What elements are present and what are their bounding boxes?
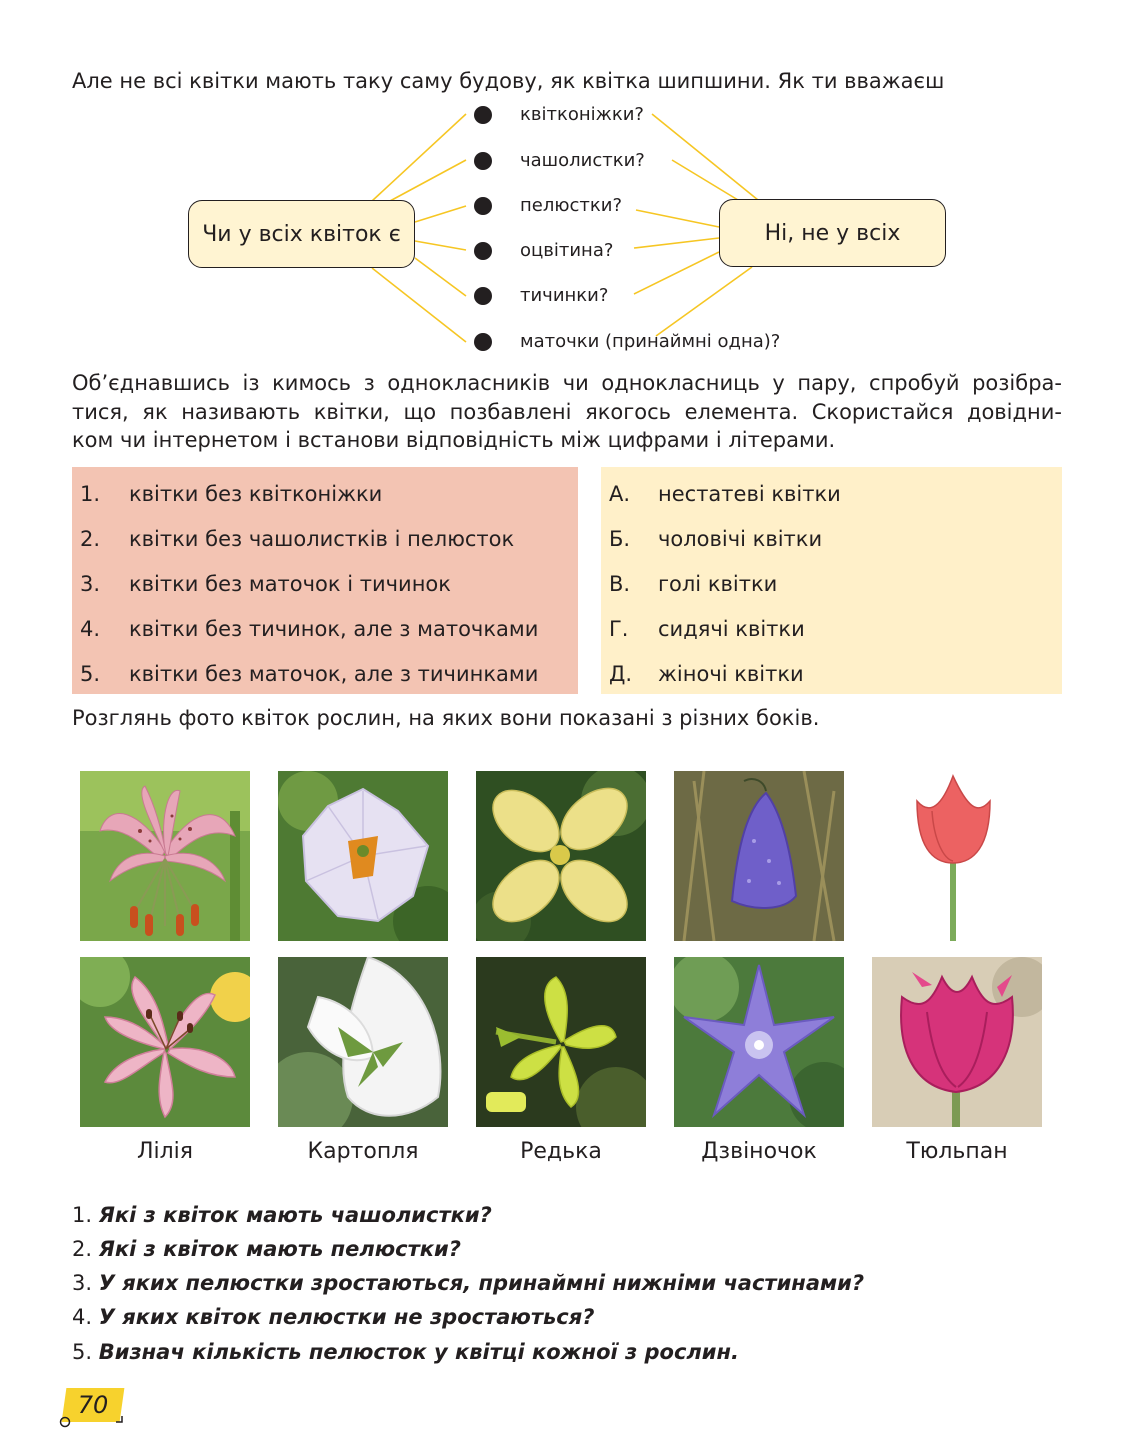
question-number: 5.	[72, 1340, 93, 1364]
row-label: чоловічі квітки	[658, 526, 823, 551]
row-label: жіночі квітки	[658, 662, 804, 687]
question-text: Визнач кількість пелюсток у квітці кожної з рослин.	[98, 1340, 740, 1364]
intro-text: Але не всі квітки мають таку саму будову, як квітка шипшини. Як ти вважаєш	[72, 69, 945, 93]
paragraph-line: тися, як називають квітки, що позбавлені якогось елемента. Скористайся довідни-	[72, 399, 1062, 424]
caption-tulip: Тюльпан	[906, 1139, 1008, 1164]
diagram-item: тичинки?	[520, 285, 609, 306]
bullet-icon	[474, 333, 492, 351]
photos-intro: Розглянь фото квіток рослин, на яких вони показані з різних боків.	[72, 706, 820, 730]
row-label: квітки без маточок і тичинок	[129, 571, 451, 596]
match-row	[601, 652, 1062, 697]
match-row	[72, 471, 578, 516]
page-number-text: 70	[77, 1391, 109, 1419]
diagram-item: квітконіжки?	[520, 104, 644, 125]
paragraph-line: Об’єднавшись із кимось з однокласників чи однокласниць у пару, спробуй розібра-	[72, 371, 1062, 395]
caption-lily: Лілія	[136, 1139, 194, 1164]
diagram-item: маточки (принаймні одна)?	[520, 331, 781, 352]
match-row	[72, 561, 578, 606]
question	[72, 1237, 461, 1261]
question-number: 4.	[72, 1305, 93, 1329]
row-letter: Г.	[609, 617, 629, 642]
row-number: 5.	[80, 662, 101, 687]
page-corner-marks	[58, 1412, 128, 1432]
paragraph-line: ком чи інтернетом і встанови відповідність між цифрами і літерами.	[72, 428, 836, 452]
row-label: сидячі квітки	[658, 617, 805, 642]
caption-bellflower: Дзвіночок	[701, 1139, 817, 1164]
row-letter: Д.	[609, 662, 633, 687]
lily-side-photo	[80, 771, 250, 941]
question	[72, 1305, 594, 1329]
lily-front-photo	[80, 957, 250, 1127]
match-row	[72, 652, 578, 697]
tulip-side-photo	[872, 771, 1042, 941]
row-letter: А.	[609, 481, 631, 506]
diagram-item: чашолистки?	[520, 150, 645, 171]
row-number: 4.	[80, 617, 101, 642]
bellflower-front-photo	[674, 957, 844, 1127]
bullet-icon	[474, 106, 492, 124]
question-number: 3.	[72, 1271, 93, 1295]
caption-potato: Картопля	[307, 1139, 419, 1164]
row-number: 3.	[80, 571, 101, 596]
diagram-answer-box: Ні, не у всіх	[719, 199, 946, 267]
match-table-letters	[601, 467, 1062, 694]
row-letter: В.	[609, 571, 631, 596]
bullet-icon	[474, 287, 492, 305]
row-letter: Б.	[609, 526, 631, 551]
question-text: У яких квіток пелюстки не зростаються?	[98, 1305, 595, 1329]
question-text: Які з квіток мають пелюстки?	[98, 1237, 461, 1261]
bullet-icon	[474, 197, 492, 215]
match-row	[601, 516, 1062, 561]
row-label: квітки без тичинок, але з маточками	[129, 617, 539, 642]
question	[72, 1271, 864, 1295]
bellflower-side-photo	[674, 771, 844, 941]
match-row	[601, 561, 1062, 606]
diagram-item: пелюстки?	[520, 195, 623, 216]
tulip-front-photo	[872, 957, 1042, 1127]
row-number: 2.	[80, 526, 101, 551]
question-text: У яких пелюстки зростаються, принаймні нижніми частинами?	[98, 1271, 865, 1295]
row-label: голі квітки	[658, 571, 778, 596]
row-label: квітки без квітконіжки	[129, 481, 383, 506]
row-label: нестатеві квітки	[658, 481, 841, 506]
row-number: 1.	[80, 481, 101, 506]
potato-back-photo	[278, 957, 448, 1127]
match-row	[72, 516, 578, 561]
radish-back-photo	[476, 957, 646, 1127]
diagram-question-box: Чи у всіх квіток є	[188, 200, 415, 268]
match-table-numbers	[72, 467, 578, 694]
match-row	[601, 471, 1062, 516]
row-label: квітки без чашолистків і пелюсток	[129, 526, 515, 551]
caption-radish: Редька	[520, 1139, 602, 1164]
row-label: квітки без маточок, але з тичинками	[129, 662, 539, 687]
match-row	[72, 607, 578, 652]
diagram-item: оцвітина?	[520, 240, 614, 261]
bullet-icon	[474, 242, 492, 260]
match-row	[601, 607, 1062, 652]
question-text: Які з квіток мають чашолистки?	[98, 1203, 492, 1227]
task-paragraph	[72, 369, 1062, 455]
question	[72, 1203, 492, 1227]
bullet-icon	[474, 152, 492, 170]
radish-front-photo	[476, 771, 646, 941]
potato-front-photo	[278, 771, 448, 941]
question-number: 1.	[72, 1203, 93, 1227]
question-number: 2.	[72, 1237, 93, 1261]
question	[72, 1340, 739, 1364]
